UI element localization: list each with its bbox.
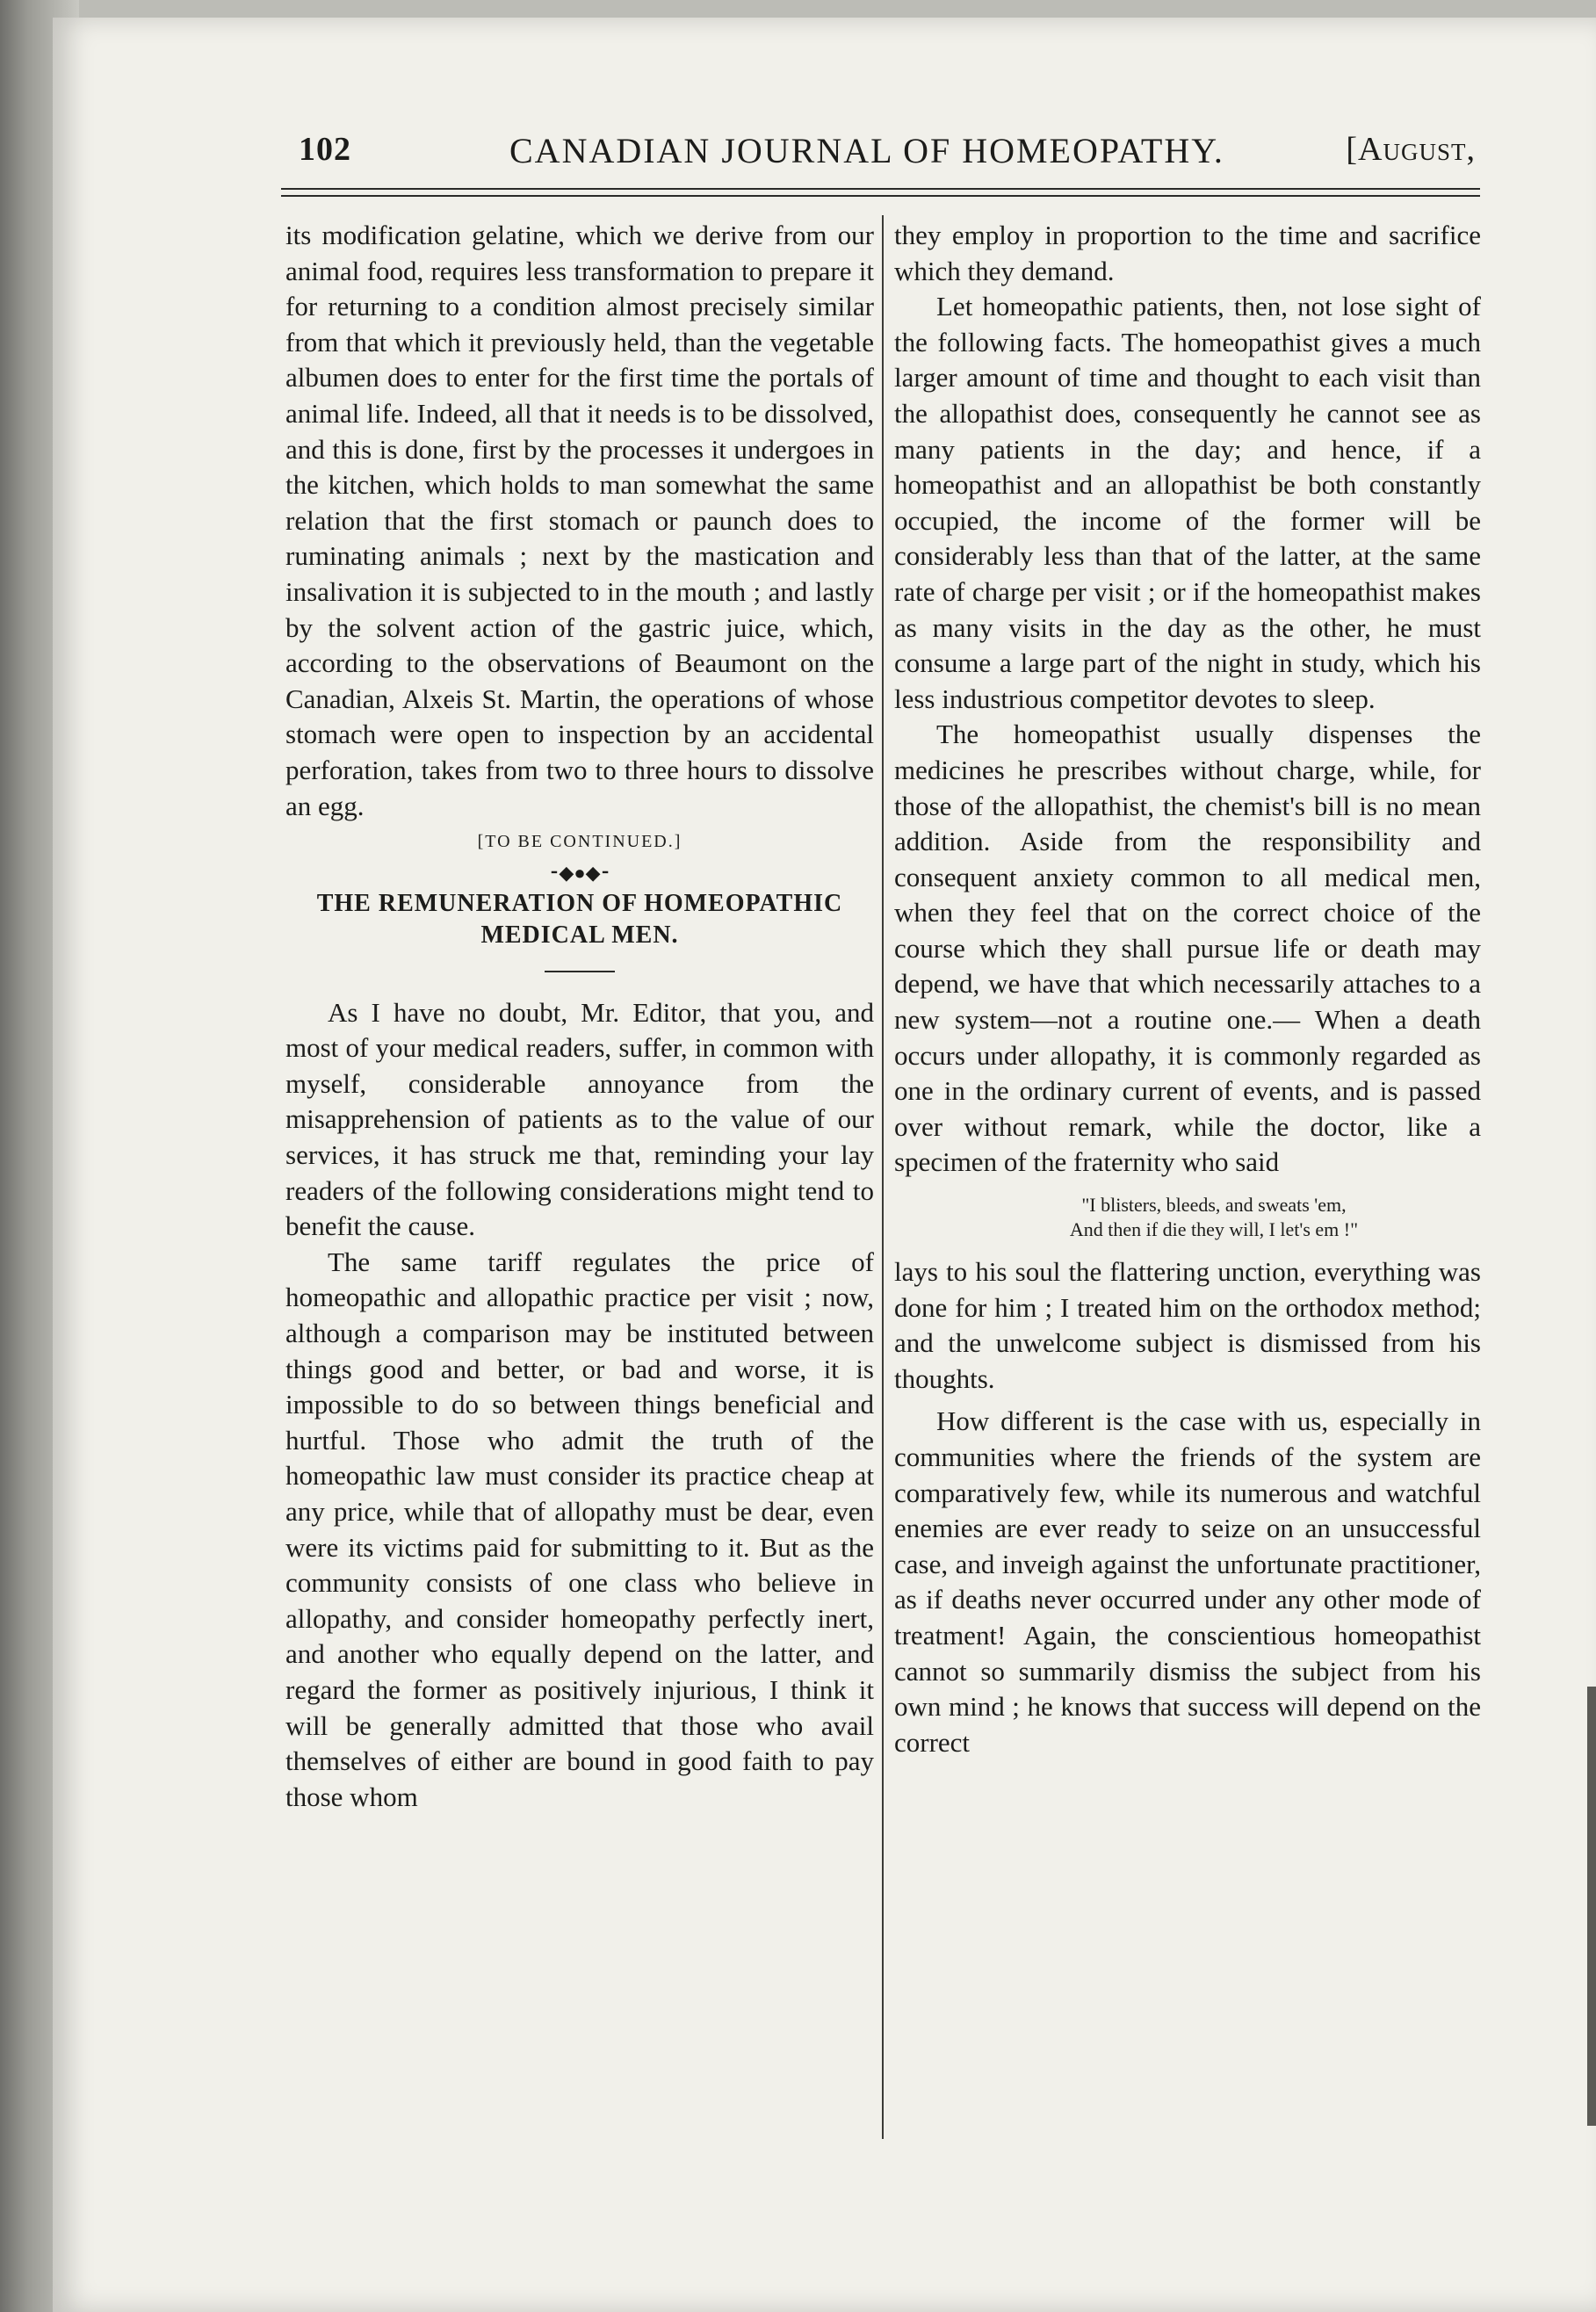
left-paragraph-3: The same tariff regulates the price of homeopathic and allopathic practice per visit ; now, although a comparison may be instituted between things good and better, or bad and worse, it is impossible to do so between things beneficial and hurtful. Those who admit the truth of the homeopathic law must consider its practice cheap at any price, while that of allopathy must be dear, even were its victims paid for submitting to it. But as the community consists of one class who believe in allopathy, and consider homeopathy perfectly inert, and another who equally depend on the latter, and regard the former as positively injurious, I think it will be generally admitted that those who avail themselves of either are bound in good faith to pay those whom [285, 1246, 874, 1812]
journal-title: CANADIAN JOURNAL OF HOMEOPATHY. [509, 131, 1224, 170]
left-paragraph-2: As I have no doubt, Mr. Editor, that you, and most of your medical readers, suffer, in common with myself, considerable annoyance from the misapprehension of patients as to the value of our services, it has struck me that, reminding your lay readers of the following considerations might tend to benefit the cause. [285, 996, 874, 1242]
right-paragraph-3: The homeopathist usually dispenses the medicines he prescribes without charge, while, for those of the allopathist, the chemist's bill is no mean addition. Aside from the responsibility and consequent anxiety common to all medical men, when they feel that on the correct choice of the course which they shall pursue life or death may depend, we have that which necessarily attaches to a new system—not a routine one.— When a death occurs under allopathy, it is commonly regarded as one in the ordinary current of events, and is passed over without remark, while the doctor, like a specimen of the fraternity who said [894, 719, 1481, 1178]
right-column [894, 218, 1481, 1760]
right-paragraph-4: lays to his soul the flattering unction, everything was done for him ; I treated him on the orthodox method; and the unwelcome subject is dismissed from his thoughts. [894, 1256, 1481, 1394]
column-divider [882, 215, 884, 2139]
right-paragraph-2: Let homeopathic patients, then, not lose sight of the following facts. The homeopathist gives a much larger amount of time and thought to each visit than the allopathist does, consequently he cannot see as many patients in the day; and hence, if a homeopathist and an allopathist be both constantly occupied, the income of the former will be considerably less than that of the latter, at the same rate of charge per visit ; or if the homeopathist makes as many visits in the day as the other, he must consume a large part of the night in study, which his less industrious competitor devotes to sleep. [894, 291, 1481, 714]
running-header [299, 130, 1476, 183]
page-edge [1587, 1687, 1596, 2126]
title-rule [545, 971, 615, 972]
page-number: 102 [299, 131, 351, 168]
article-title: THE REMUNERATION OF HOMEOPATHIC MEDICAL MEN. [316, 889, 843, 949]
header-rule-bottom [281, 195, 1480, 197]
verse-line-1: "I blisters, bleeds, and sweats 'em, [1081, 1194, 1347, 1217]
header-rule-top [281, 188, 1480, 190]
verse-quote [947, 1193, 1481, 1242]
issue-month: [August, [1346, 131, 1476, 168]
right-paragraph-5: How different is the case with us, especially in communities where the friends of the system are comparatively few, while its numerous and watchful enemies are ever ready to seize on an unsuccessful case, and inveigh against the unfortunate practitioner, as if deaths never occurred under any other mode of treatment! Again, the conscientious homeopathist cannot so summarily dismiss the subject from his own mind ; he knows that success will depend on the correct [894, 1405, 1481, 1758]
section-ornament: ⁃◆●◆⁃ [549, 861, 610, 884]
right-paragraph-1: they employ in proportion to the time and sacrifice which they demand. [894, 220, 1481, 286]
left-column [285, 218, 874, 1815]
left-paragraph-1: its modification gelatine, which we derive from our animal food, requires less transformation to prepare it for returning to a condition almost precisely similar from that which it previously held, than the vegetable albumen does to enter for the first time the portals of animal life. Indeed, all that it needs is to be dissolved, and this is done, first by the processes it undergoes in the kitchen, which holds to man somewhat the same relation that the first stomach or paunch does to ruminating animals ; next by the mastication and insalivation it is subjected to in the mouth ; and lastly by the solvent action of the gastric juice, which, according to the observations of Beaumont on the Canadian, Alxeis St. Martin, the operations of whose stomach were open to inspection by an accidental perforation, takes from two to three hours to dissolve an egg. [285, 220, 874, 821]
verse-line-2: And then if die they will, I let's em !" [1069, 1218, 1359, 1241]
to-be-continued: [TO BE CONTINUED.] [477, 832, 682, 852]
